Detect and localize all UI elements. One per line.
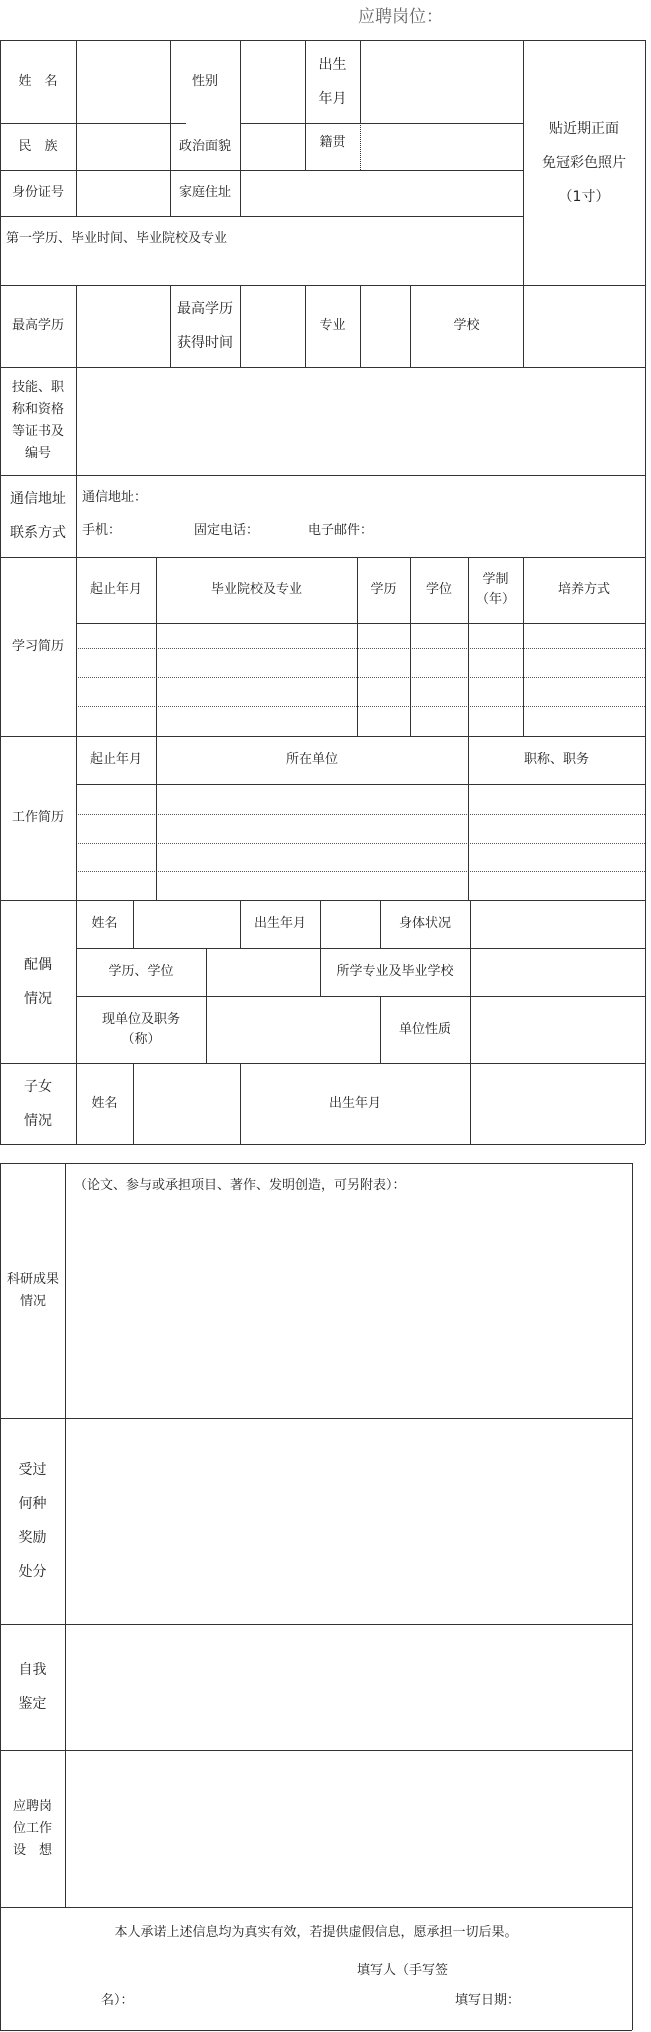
study-system-line: （年） (475, 592, 515, 607)
awards-label-line: 受过 (18, 1462, 47, 1478)
study-degree-header: 学位 (425, 582, 452, 597)
awards-label-line: 何种 (18, 1496, 47, 1512)
school-label: 学校 (453, 318, 480, 333)
photo-label-line: 免冠彩色照片 (542, 154, 626, 171)
study-system-header (468, 557, 523, 623)
spouse-label (0, 900, 76, 1063)
highest-degree-time-label (170, 285, 240, 367)
spouse-label-line: 情况 (24, 990, 52, 1007)
name-label: 姓 名 (18, 73, 58, 89)
birth-date-label (305, 40, 360, 123)
work-period-header: 起止年月 (89, 752, 142, 767)
children-name-label: 姓名 (91, 1095, 118, 1111)
spouse-employer-line: （称） (121, 1031, 161, 1047)
ethnicity-label: 民 族 (18, 138, 58, 154)
id-number-label: 身份证号 (11, 185, 64, 200)
photo-label-line: 贴近期正面 (549, 120, 619, 137)
spouse-education-label: 学历、学位 (108, 964, 174, 979)
work-history-label: 工作简历 (11, 810, 64, 825)
native-place-label: 籍贯 (319, 135, 346, 150)
birth-label-line: 年月 (318, 90, 347, 107)
awards-label-line: 处分 (18, 1564, 47, 1580)
self-evaluation-label (0, 1624, 65, 1750)
home-address-label: 家庭住址 (178, 185, 231, 200)
children-label-line: 情况 (24, 1112, 52, 1129)
position-applied-label: 应聘岗位： (358, 7, 443, 27)
work-title-header: 职称、职务 (523, 752, 589, 767)
signer-label-part2: 名）： (101, 1993, 134, 2008)
signer-label-part1: 填写人（手写签 (357, 1963, 449, 1978)
mobile-field: 手机： (82, 523, 122, 538)
children-label-line: 子女 (24, 1078, 52, 1095)
email-field: 电子邮件： (308, 523, 374, 538)
birth-label-line: 出生 (318, 56, 347, 73)
spouse-employer-line: 现单位及职务 (101, 1011, 180, 1027)
study-education-header: 学历 (370, 582, 397, 597)
research-hint: （论文、参与或承担项目、著作、发明创造，可另附表）： (74, 1178, 406, 1193)
political-status-label: 政治面貌 (178, 138, 231, 154)
study-period-header: 起止年月 (89, 582, 142, 597)
landline-field: 固定电话： (194, 523, 260, 538)
contact-label-line: 联系方式 (10, 525, 66, 541)
certificates-label: 技能、职称和资格等证书及编号 (11, 380, 64, 461)
spouse-health-label: 身体状况 (398, 916, 451, 931)
plan-label-line: 位工作 (12, 1820, 52, 1836)
research-results-label: 科研成果情况 (6, 1271, 59, 1309)
plan-label-line: 应聘岗 (12, 1798, 52, 1814)
spouse-label-line: 配偶 (24, 956, 52, 973)
study-training-header: 培养方式 (557, 582, 610, 597)
major-label: 专业 (319, 318, 346, 333)
self-label-line: 自我 (18, 1662, 47, 1678)
plan-label-line: 设 想 (12, 1842, 52, 1858)
spouse-name-label: 姓名 (91, 916, 118, 931)
fill-date-label: 填写日期： (455, 1993, 521, 2008)
highest-time-line: 最高学历 (177, 301, 233, 317)
study-school-header: 毕业院校及专业 (210, 582, 302, 597)
awards-label-line: 奖励 (18, 1530, 47, 1546)
contact-label (0, 475, 76, 557)
photo-label-line: （1寸） (558, 188, 610, 205)
awards-label (0, 1418, 65, 1624)
highest-degree-label: 最高学历 (11, 318, 64, 333)
contact-label-line: 通信地址 (10, 491, 66, 507)
work-employer-header: 所在单位 (285, 752, 338, 767)
work-plan-label (0, 1750, 65, 1907)
spouse-major-label: 所学专业及毕业学校 (336, 964, 454, 979)
children-birth-label: 出生年月 (328, 1095, 381, 1111)
highest-time-line: 获得时间 (177, 335, 233, 351)
self-label-line: 鉴定 (18, 1696, 47, 1712)
children-label (0, 1063, 76, 1144)
spouse-employer-type-label: 单位性质 (398, 1021, 451, 1037)
mailing-address-field: 通信地址： (82, 490, 148, 505)
photo-placeholder (523, 40, 645, 285)
spouse-employer-label (76, 996, 206, 1063)
study-history-label: 学习简历 (11, 638, 64, 654)
gender-label: 性别 (191, 73, 218, 89)
study-system-line: 学制 (482, 572, 509, 587)
first-degree-label: 第一学历、毕业时间、毕业院校及专业 (6, 231, 228, 246)
pledge-statement: 本人承诺上述信息均为真实有效，若提供虚假信息，愿承担一切后果。 (114, 1925, 518, 1940)
spouse-birth-label: 出生年月 (253, 916, 306, 931)
